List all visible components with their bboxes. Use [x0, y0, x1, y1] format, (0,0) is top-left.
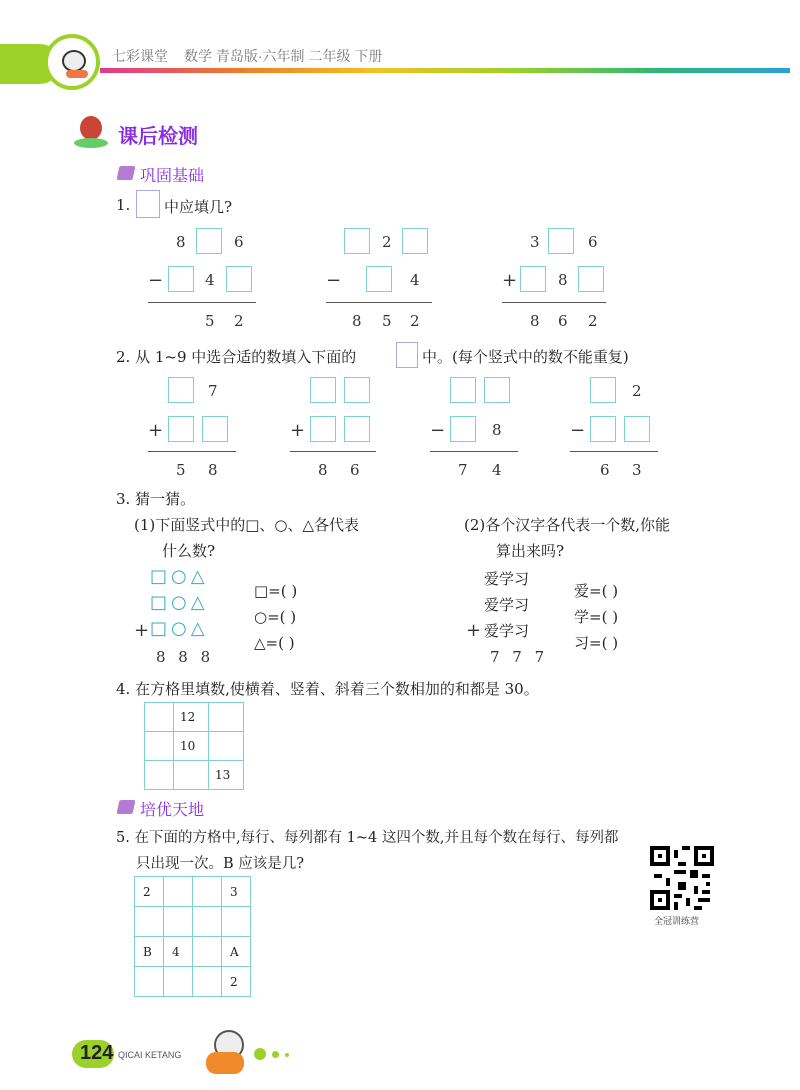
q2-inline-box — [396, 342, 418, 368]
grid-cell[interactable] — [164, 877, 193, 907]
q5-text-line2: 只出现一次。B 应该是几? — [136, 856, 305, 872]
operator: − — [430, 420, 446, 441]
grid-cell: 13 — [209, 761, 244, 790]
equation-line — [430, 451, 518, 452]
grid-cell[interactable] — [145, 732, 174, 761]
grid-cell: 12 — [174, 703, 209, 732]
digit: 3 — [530, 233, 540, 251]
plus-sign: + — [466, 620, 482, 641]
answer-box[interactable] — [310, 377, 336, 403]
footer-brand: QICAI KETANG — [118, 1050, 182, 1060]
digit: 2 — [588, 312, 598, 330]
answer-box[interactable] — [196, 228, 222, 254]
answer-box[interactable] — [548, 228, 574, 254]
digit: 6 — [350, 461, 360, 479]
symbol-row: □○△ — [150, 592, 209, 613]
plus-sign: + — [134, 620, 150, 641]
digit: 8 — [352, 312, 362, 330]
answer-box[interactable] — [520, 266, 546, 292]
mascot-logo — [44, 34, 100, 90]
answer-xue[interactable]: 学=( ) — [574, 608, 619, 626]
answer-box[interactable] — [578, 266, 604, 292]
answer-box[interactable] — [168, 266, 194, 292]
operator: + — [290, 420, 306, 441]
word-row: 爱学习 — [484, 570, 530, 588]
operator: − — [570, 420, 586, 441]
answer-box[interactable] — [168, 416, 194, 442]
q3-sub2-line1: (2)各个汉字各代表一个数,你能 — [464, 516, 671, 534]
digit: 8 — [318, 461, 328, 479]
operator: − — [326, 270, 342, 291]
digit: 8 — [208, 461, 218, 479]
word-row: 爱学习 — [484, 596, 530, 614]
answer-box[interactable] — [344, 228, 370, 254]
grid-cell[interactable] — [193, 967, 222, 997]
answer-box[interactable] — [402, 228, 428, 254]
digit: 4 — [410, 271, 420, 289]
magic-square-grid — [144, 702, 244, 790]
digit: 2 — [382, 233, 392, 251]
equation-line — [326, 302, 432, 303]
digit: 5 — [205, 312, 215, 330]
grid-cell: 10 — [174, 732, 209, 761]
equation-line — [290, 451, 376, 452]
q3-sub1-line2: 什么数? — [162, 542, 216, 560]
equation-line — [570, 451, 658, 452]
grid-cell[interactable] — [164, 907, 193, 937]
answer-box[interactable] — [168, 377, 194, 403]
grid-cell: 2 — [222, 967, 251, 997]
digit: 2 — [410, 312, 420, 330]
grid-cell[interactable] — [193, 877, 222, 907]
answer-box[interactable] — [590, 377, 616, 403]
operator: − — [148, 270, 164, 291]
footer-mascot — [204, 1030, 248, 1076]
answer-box[interactable] — [624, 416, 650, 442]
answer-box[interactable] — [310, 416, 336, 442]
answer-xi[interactable]: 习=( ) — [574, 634, 619, 652]
grid-cell: 2 — [135, 877, 164, 907]
grid-cell: 3 — [222, 877, 251, 907]
digit: 6 — [234, 233, 244, 251]
q3-sub1-line1: (1)下面竖式中的□、○、△各代表 — [134, 516, 360, 534]
digit: 2 — [632, 382, 642, 400]
q1-text: 中应填几? — [164, 198, 233, 216]
answer-box[interactable] — [484, 377, 510, 403]
qr-code[interactable] — [650, 846, 714, 910]
page-number: 124 — [80, 1042, 114, 1064]
digit: 5 — [176, 461, 186, 479]
grid-cell[interactable] — [135, 907, 164, 937]
equation-line — [148, 451, 236, 452]
digit: 2 — [234, 312, 244, 330]
grid-cell[interactable] — [174, 761, 209, 790]
answer-ai[interactable]: 爱=( ) — [574, 582, 619, 600]
footer-dot-3 — [285, 1053, 289, 1057]
equation-line — [502, 302, 606, 303]
symbol-row: □○△ — [150, 566, 209, 587]
digit: 8 — [558, 271, 568, 289]
grid-cell[interactable] — [145, 703, 174, 732]
part2-title: 培优天地 — [140, 800, 205, 819]
grid-cell[interactable] — [193, 907, 222, 937]
operator: + — [148, 420, 164, 441]
grid-cell: B — [135, 937, 164, 967]
header-bar — [0, 40, 800, 90]
footer-dot-2 — [272, 1051, 279, 1058]
digit: 4 — [492, 461, 502, 479]
book-icon — [117, 800, 136, 814]
answer-square[interactable]: □=( ) — [254, 582, 298, 600]
digit: 6 — [588, 233, 598, 251]
answer-box[interactable] — [344, 377, 370, 403]
grid-cell: 4 — [164, 937, 193, 967]
section-mascot-icon — [74, 114, 108, 150]
q3-sub2-line2: 算出来吗? — [496, 542, 565, 560]
qr-label: 全冠训练营 — [654, 917, 700, 927]
answer-box[interactable] — [366, 266, 392, 292]
digit: 6 — [600, 461, 610, 479]
word-row: 爱学习 — [484, 622, 530, 640]
sum-row: 8 8 8 — [156, 648, 215, 666]
answer-box[interactable] — [590, 416, 616, 442]
answer-box[interactable] — [450, 416, 476, 442]
header-series: 七彩课堂 — [112, 48, 168, 64]
digit: 7 — [458, 461, 468, 479]
grid-cell: A — [222, 937, 251, 967]
footer-dot-1 — [254, 1048, 266, 1060]
answer-triangle[interactable]: △=( ) — [254, 634, 295, 652]
digit: 8 — [176, 233, 186, 251]
q1-inline-box — [136, 190, 160, 218]
part1-title: 巩固基础 — [140, 166, 205, 185]
answer-box[interactable] — [202, 416, 228, 442]
digit: 6 — [558, 312, 568, 330]
book-icon — [117, 166, 136, 180]
symbol-row: □○△ — [150, 618, 209, 639]
q1-label: 1. — [116, 196, 131, 214]
digit: 8 — [492, 421, 502, 439]
q4-text: 4. 在方格里填数,使横着、竖着、斜着三个数相加的和都是 30。 — [116, 680, 539, 698]
grid-cell[interactable] — [135, 967, 164, 997]
grid-cell[interactable] — [164, 967, 193, 997]
answer-circle[interactable]: ○=( ) — [254, 608, 297, 626]
answer-box[interactable] — [226, 266, 252, 292]
grid-cell[interactable] — [209, 703, 244, 732]
header-rainbow-line — [100, 68, 790, 73]
grid-cell[interactable] — [209, 732, 244, 761]
latin-square-grid — [134, 876, 251, 997]
answer-box[interactable] — [344, 416, 370, 442]
q2-text: 中。(每个竖式中的数不能重复) — [422, 348, 629, 366]
q3-label: 3. 猜一猜。 — [116, 490, 196, 508]
digit: 5 — [382, 312, 392, 330]
header-info: 数学 青岛版·六年制 二年级 下册 — [184, 48, 383, 64]
digit: 7 — [208, 382, 218, 400]
grid-cell[interactable] — [222, 907, 251, 937]
sum-row: 7 7 7 — [490, 648, 549, 666]
section-title: 课后检测 — [118, 124, 198, 148]
equation-line — [148, 302, 256, 303]
grid-cell[interactable] — [145, 761, 174, 790]
digit: 3 — [632, 461, 642, 479]
operator: + — [502, 270, 518, 291]
digit: 4 — [205, 271, 215, 289]
q5-text-line1: 5. 在下面的方格中,每行、每列都有 1~4 这四个数,并且每个数在每行、每列都 — [116, 830, 619, 846]
answer-box[interactable] — [450, 377, 476, 403]
grid-cell[interactable] — [193, 937, 222, 967]
digit: 8 — [530, 312, 540, 330]
q2-label: 2. 从 1~9 中选合适的数填入下面的 — [116, 348, 357, 366]
